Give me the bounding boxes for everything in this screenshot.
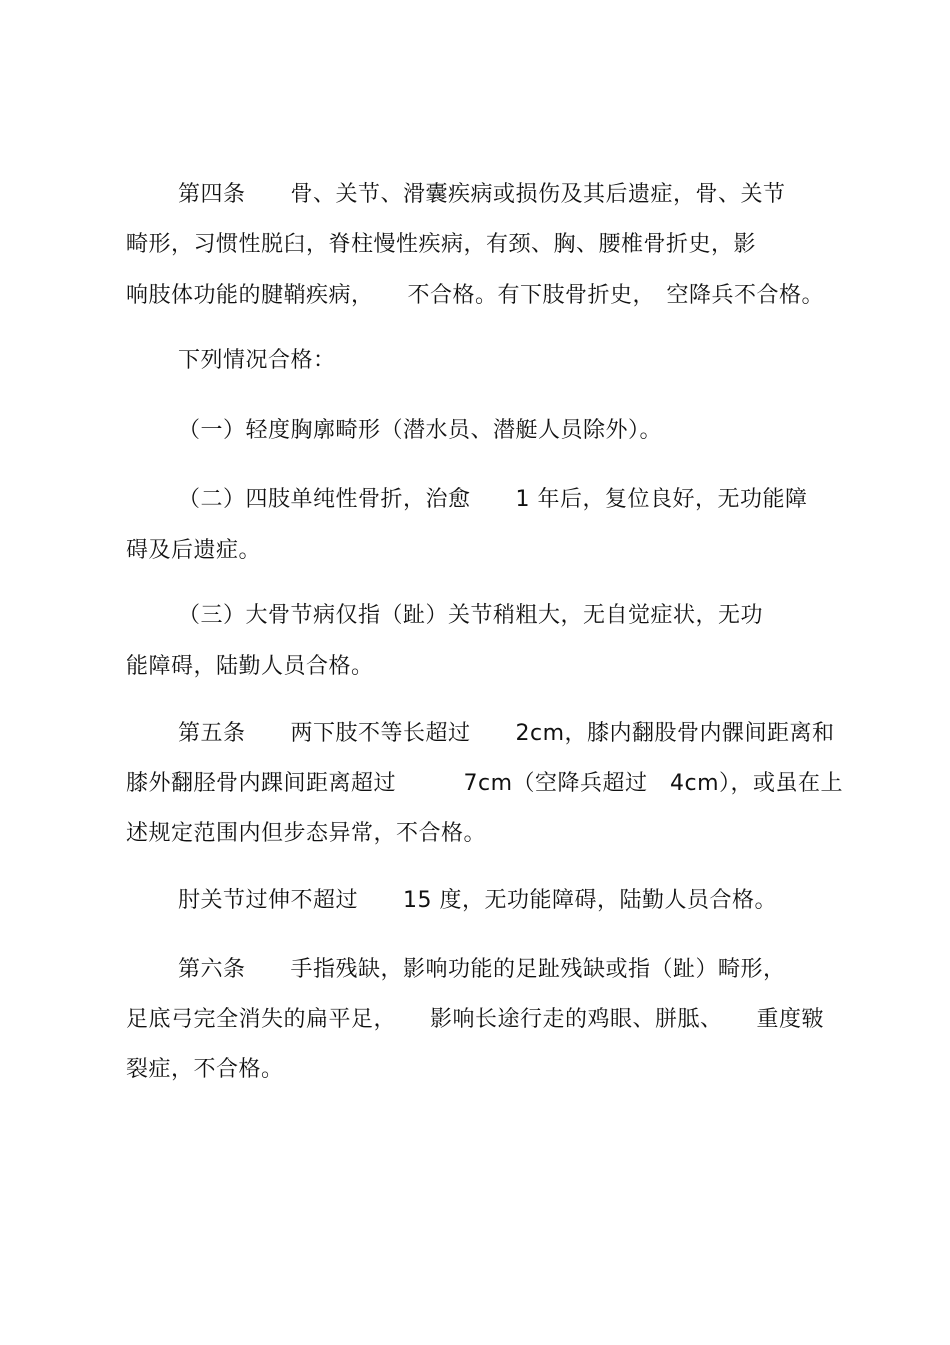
item-2-line-2: 碍及后遗症。 (126, 538, 262, 563)
article-6-line-2: 足底弓完全消失的扁平足， 影响长途行走的鸡眼、胼胝、 重度皲 (126, 1007, 825, 1032)
item-3-line-2: 能障碍，陆勤人员合格。 (126, 654, 374, 679)
elbow-note-line: 肘关节过伸不超过 15 度，无功能障碍，陆勤人员合格。 (178, 888, 777, 913)
article-4-line-3: 响肢体功能的腱鞘疾病， 不合格。有下肢骨折史， 空降兵不合格。 (126, 283, 825, 308)
article-4-line-2: 畸形，习惯性脱臼，脊柱慢性疾病，有颈、胸、腰椎骨折史，影 (126, 232, 757, 257)
article-6-line-3: 裂症，不合格。 (126, 1057, 284, 1082)
article-5-line-1: 第五条 两下肢不等长超过 2cm，膝内翻股骨内髁间距离和 (178, 721, 835, 746)
article-6-line-1: 第六条 手指残缺，影响功能的足趾残缺或指（趾）畸形， (178, 957, 786, 982)
item-2-line-1: （二）四肢单纯性骨折，治愈 1 年后，复位良好，无功能障 (178, 487, 808, 512)
article-4-line-1: 第四条 骨、关节、滑囊疾病或损伤及其后遗症，骨、关节 (178, 182, 786, 207)
article-5-line-2: 膝外翻胫骨内踝间距离超过 7cm（空降兵超过 4cm），或虽在上 (126, 771, 844, 796)
qualified-heading: 下列情况合格： (178, 348, 336, 373)
item-3-line-1: （三）大骨节病仅指（趾）关节稍粗大，无自觉症状，无功 (178, 603, 764, 628)
item-1-line: （一）轻度胸廓畸形（潜水员、潜艇人员除外）。 (178, 418, 663, 443)
article-5-line-3: 述规定范围内但步态异常，不合格。 (126, 821, 487, 846)
